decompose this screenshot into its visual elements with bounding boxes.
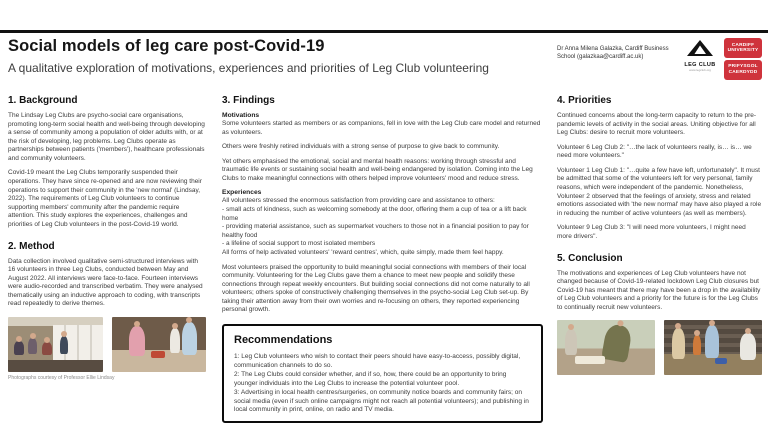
method-heading: 2. Method <box>8 240 55 252</box>
page-subtitle: A qualitative exploration of motivations, experiences and priorities of Leg Club volunteering <box>8 61 489 75</box>
experiences-bullet-2: - providing material assistance, such as supermarket vouchers to those not in a financial position to pay for healthy food <box>222 223 529 239</box>
experiences-paragraph: Most volunteers praised the opportunity to build meaningful social connections with members of their local community. Volunteering for the Leg Clubs gave them a chance to meet new people and solidify these connections through repeat weekly encounters. But building social connections did not come naturally to all volunteers; others spoke of constructively challenging themselves in the psycho-social Leg Club set-up. By taking their attention away from their own worries and re-focusing on others, they reported experiencing personal growth. <box>222 263 530 314</box>
conclusion-photo-row <box>557 320 762 375</box>
motivations-paragraph-3: Yet others emphasised the emotional, social and mental health reasons: working through stressful and traumatic life events or sustaining social health and well-being endangered by isolation. Coming into the Leg Clubs to make meaningful connections with others helped improve volunteers' mood and reduce stress. <box>222 157 533 182</box>
authors-line-2: School (galazkaa@cardiff.ac.uk) <box>557 54 644 61</box>
priorities-quote-1: Volunteer 6 Leg Club 2: "…the lack of volunteers really, is… is… we need more volunteers." <box>557 143 752 160</box>
recommendation-item-1: 1: Leg Club volunteers who wish to contact their peers should have easy-to-access, possibly digital, communication channels to do so. <box>234 352 521 369</box>
photo-leg-club-hall <box>8 317 103 372</box>
cardiff-logo-english: CARDIFF UNIVERSITY <box>724 38 762 58</box>
page-title: Social models of leg care post-Covid-19 <box>8 37 325 55</box>
leg-club-logo-text: LEG CLUB <box>684 62 716 68</box>
recommendations-box <box>222 324 543 423</box>
priorities-quote-2: Volunteer 9 Leg Club 3: "I will need more volunteers, I might need more drivers". <box>557 224 746 240</box>
method-photo-row <box>8 317 206 372</box>
motivations-paragraph-1: Some volunteers started as members or as companions, fell in love with the Leg Club care model and returned as volunteers. <box>222 120 541 136</box>
leg-club-logo-url: www.legclub.org <box>689 68 711 72</box>
experiences-bullet-1: - small acts of kindness, such as welcoming somebody at the door, offering them a cup of tea or a lift back home <box>222 206 527 222</box>
motivations-subheading: Motivations <box>222 112 260 119</box>
authors-block <box>557 45 685 62</box>
background-heading: 1. Background <box>8 95 78 106</box>
conclusion-heading: 5. Conclusion <box>557 252 623 264</box>
photo-caption: Photographs courtesy of Professor Ellie Lindsay <box>8 374 115 381</box>
header-divider <box>0 30 768 33</box>
priorities-heading: 4. Priorities <box>557 95 612 106</box>
method-paragraph-1: Data collection involved qualitative semi-structured interviews with 16 volunteers in three Leg Clubs, conducted between May and August 2022. All interviews were face-to-face. Fourteen interviews were audio-recorded and transcribed verbatim. They were analysed thematically using an inductive approach to coding, with transcripts read repeatedly to derive themes. <box>8 257 203 308</box>
authors-line-1: Dr Anna Milena Galazka, Cardiff Business <box>557 46 669 52</box>
experiences-bullet-3: - a lifeline of social support to most isolated members <box>222 240 376 248</box>
priorities-paragraph-1: Continued concerns about the long-term capacity to return to the pre-pandemic levels of activity in the social areas. Uniting objective for all Leg Clubs: desire to recruit more volunteers. <box>557 112 757 137</box>
photo-volunteers-table <box>112 317 207 372</box>
photo-members-table <box>557 320 655 375</box>
findings-heading: 3. Findings <box>222 95 275 106</box>
experiences-line-2: All forms of help activated volunteers' 'reward centres', which, quite simply, made them feel happy. <box>222 248 504 256</box>
conclusion-paragraph-1: The motivations and experiences of Leg Club volunteers have not changed because of Covid-19-related lockdown Leg Club closures but Covid-19 has meant that there may have been a drop in the availability of Leg Club volunteers and a priority for the future is for the Leg Clubs to continually recruit new volunteers. <box>557 269 761 311</box>
column-findings <box>222 95 543 423</box>
leg-club-triangle-icon <box>687 43 713 60</box>
background-paragraph-1: The Lindsay Leg Clubs are psycho-social care organisations, promoting long-term social health and well-being through developing a sense of community among a population of older adults with, or at the risk of developing, leg problems. Leg Clubs operate as partnerships between patients ('members'), healthcare professionals and community volunteers. <box>8 112 205 162</box>
cardiff-logo-welsh: PRIFYSGOL CAERDYDD <box>724 60 762 80</box>
recommendation-item-3: 3: Advertising in local health centres/surgeries, on community notice boards and community fairs; on social media (even if such online campaigns might not reach all potential volunteers); and publishing in local community in print, online, on radio and TV media. <box>234 389 529 414</box>
recommendations-heading: Recommendations <box>234 333 333 346</box>
background-paragraph-2: Covid-19 meant the Leg Clubs temporarily suspended their operations. They have since re-opened and are now reviewing their operations to support their community in the 'new normal' (Lindsay, 2022). The requirements of Leg Club volunteers to continue supporting members' community after the pandemic require attention. This study explores the experiences, challenges and priorities of Leg Club volunteers in the post-Covid-19 world. <box>8 169 202 228</box>
priorities-paragraph-2: Volunteer 1 Leg Club 1: "…quite a few have left, unfortunately". It must be admitted that some of the volunteers left for very personal, family reasons, which were independent of the pandemic. Nonetheless, Volunteer 2 observed that the feelings of anxiety, stress and related emotions associated with 'the new normal' may have also played a role in reducing the number of active volunteers (as well as members). <box>557 166 762 217</box>
motivations-paragraph-2: Others were freshly retired individuals with a strong sense of purpose to give back to community. <box>222 143 500 151</box>
leg-club-logo <box>681 40 719 80</box>
experiences-subheading: Experiences <box>222 189 262 197</box>
column-background-method <box>8 95 206 381</box>
recommendation-item-2: 2: The Leg Clubs could consider whether, and if so, how, there could be an opportunity to bring younger individuals into the Leg Clubs to increase the potential volunteer pool. <box>234 371 507 387</box>
experiences-line-1: All volunteers stressed the enormous satisfaction from providing care and assistance to others: <box>222 197 495 205</box>
cardiff-university-logo <box>724 38 762 80</box>
photo-volunteers-paperwork <box>664 320 762 375</box>
column-priorities-conclusion <box>557 95 762 375</box>
